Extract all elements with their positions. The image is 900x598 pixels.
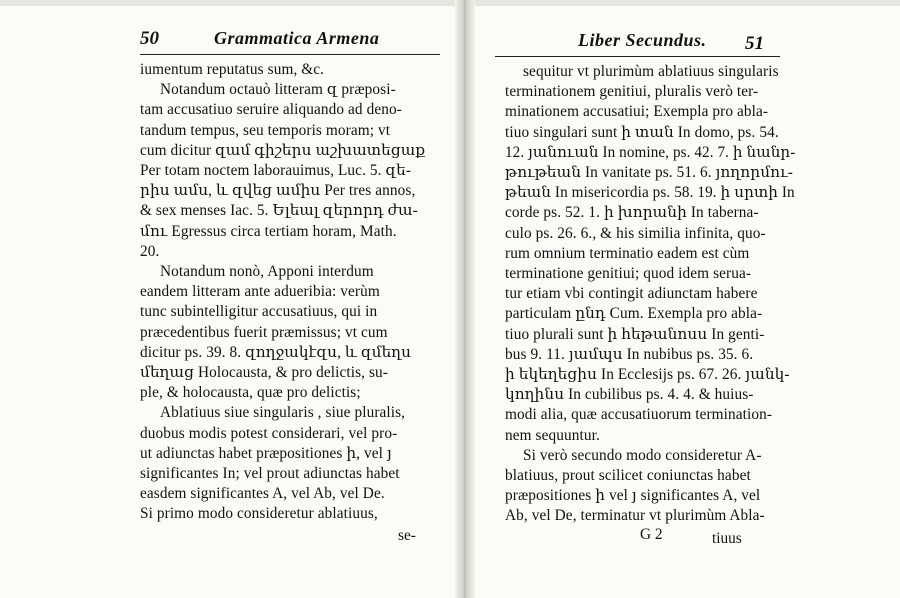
book-gutter [455, 0, 475, 598]
text-line: cum dicitur զամ գիշերս աշխատեցաք [140, 141, 426, 159]
text-line: nem sequuntur. [505, 426, 600, 444]
left-running-head: Grammatica Armena [214, 28, 380, 48]
right-running-head: Liber Secundus. [578, 30, 707, 50]
text-line: duobus modis potest considerari, vel pro- [140, 424, 398, 442]
text-line: ի եկեղեցիս In Ecclesijs ps. 67. 26. յանկ- [505, 366, 790, 383]
text-line: Ablatiuus siue singularis , siue pluralis, [160, 404, 406, 422]
text-line: dicitur ps. 39. 8. զողջակէզս, և զմեղս [140, 343, 412, 361]
text-line: tunc subintelligitur accusatiuus, qui in [140, 303, 378, 321]
text-line: bus 9. 11. յամպս In nubibus ps. 35. 6. [505, 345, 754, 363]
text-line: tandum tempus, seu temporis moram; vt [140, 121, 391, 139]
text-line: Si verò secundo modo consideretur A- [523, 446, 762, 464]
text-line: րիս ամս, և զվեց ամիս Per tres annos, [140, 182, 416, 200]
text-line: blatiuus, prout scilicet coniunctas habet [505, 467, 751, 484]
right-page [475, 0, 900, 598]
text-line: & sex menses Iac. 5. Ելեալ զերորդ ժա- [140, 202, 418, 220]
text-line: թեան In misericordia ps. 58. 19. ի սրտի In [505, 184, 795, 202]
text-line: մու Egressus circa tertiam horam, Math. [140, 222, 397, 240]
text-line: iumentum reputatus sum, &c. [140, 61, 325, 78]
text-line: Per totam noctem laborauimus, Luc. 5. զե- [140, 162, 412, 179]
text-line: tur etiam vbi contingit adiunctam habere [505, 285, 758, 303]
text-line: tiuo singulari sunt ի տան In domo, ps. 54. [505, 123, 779, 141]
text-line: մեղաց Holocausta, & pro delictis, su- [140, 364, 388, 381]
text-line: թութեան In vanitate ps. 51. 6. յողորմու- [505, 164, 793, 181]
left-catchword: se- [398, 527, 416, 544]
text-line: præcedentibus fuerit præmissus; vt cum [140, 323, 388, 341]
text-line: 12. յանուան In nomine, ps. 42. 7. ի նանր- [505, 143, 796, 161]
text-line: terminationem genitiui, pluralis verò ter- [505, 83, 759, 101]
text-line: Notandum octauò litteram զ præposi- [160, 81, 396, 99]
right-page-number: 51 [745, 33, 764, 54]
text-line: ple, & holocausta, quæ pro delictis; [140, 384, 361, 402]
text-line: corde ps. 52. 1. ի խորանի In taberna- [505, 204, 759, 222]
text-line: tiuo plurali sunt ի հեթանոսս In genti- [505, 325, 765, 343]
text-line: 20. [140, 242, 160, 260]
right-catchword: tiuus [712, 530, 742, 547]
text-line: præpositiones ի vel յ significantes A, vel [505, 487, 761, 505]
text-line: ut adiunctas habet præpositiones ի, vel յ [140, 444, 392, 462]
text-line: tam accusatiuo seruire aliquando ad deno- [140, 101, 402, 119]
left-head-rule [140, 54, 440, 55]
left-page-number: 50 [140, 28, 159, 49]
text-line: modi alia, quæ accusatiuorum termination- [505, 406, 773, 424]
text-line: significantes In; vel prout adiunctas habet [140, 465, 400, 482]
text-line: terminatione genitiui; quod idem seruа- [505, 265, 752, 282]
text-line: sequitur vt plurimùm ablatiuus singularis [523, 63, 779, 80]
text-line: rum omnium terminatio eadem est cùm [505, 244, 750, 262]
text-line: կողինս In cubilibus ps. 4. 4. & huius- [505, 386, 754, 404]
text-line: culo ps. 26. 6., & his similia infinita, quo- [505, 224, 766, 242]
text-line: eandem litteram ante adueribia: verùm [140, 283, 380, 301]
text-line: easdem significantes A, vel Ab, vel De. [140, 485, 385, 503]
text-line: Ab, vel De, terminatur vt plurimùm Abla- [505, 507, 765, 525]
text-line: minationem accusatiui; Exempla pro abla- [505, 103, 769, 121]
right-signature-mark: G 2 [640, 526, 663, 543]
right-head-rule [495, 56, 780, 57]
text-line: particulam ընդ Cum. Exempla pro abla- [505, 305, 763, 323]
text-line: Si primo modo consideretur ablatiuus, [140, 505, 378, 523]
text-line: Notandum nonò, Apponi interdum [160, 263, 374, 280]
